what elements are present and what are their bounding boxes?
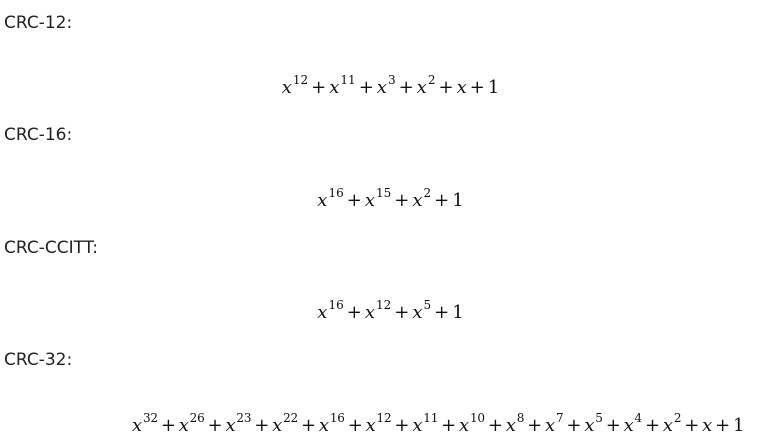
polynomial-term [505, 411, 525, 436]
crc-32-label: CRC-32: [4, 350, 73, 370]
crc-ccitt-label: CRC-CCITT: [4, 238, 98, 258]
plus-operator: + [398, 77, 414, 98]
polynomial-term [317, 186, 344, 211]
term-base: x [459, 415, 469, 436]
polynomial-term [488, 77, 499, 98]
polynomial-term [329, 73, 356, 98]
term-base: x [317, 190, 328, 211]
polynomial-term [584, 411, 603, 436]
term-exponent: 16 [329, 411, 345, 425]
term-base: x [662, 415, 673, 436]
plus-operator: + [566, 415, 582, 436]
plus-operator: + [254, 415, 270, 436]
term-base: x [318, 415, 329, 436]
term-base: x [281, 77, 292, 98]
polynomial-term [272, 411, 298, 436]
polynomial-term [702, 415, 712, 436]
plus-operator: + [441, 415, 457, 436]
polynomial-term [452, 302, 463, 323]
crc-16-label: CRC-16: [4, 125, 73, 145]
plus-operator: + [346, 302, 362, 323]
term-base: x [702, 415, 713, 436]
plus-operator: + [311, 77, 327, 98]
polynomial-term [364, 186, 392, 211]
term-exponent: 11 [340, 73, 356, 87]
term-base: x [584, 415, 595, 436]
term-exponent: 12 [292, 73, 309, 87]
term-base: x [132, 415, 142, 436]
term-base: x [505, 415, 516, 436]
polynomial-term [623, 411, 642, 436]
term-base: 1 [733, 415, 745, 436]
plus-operator: + [394, 302, 410, 323]
term-exponent: 12 [375, 298, 392, 312]
polynomial-term [452, 190, 463, 211]
plus-operator: + [434, 190, 450, 211]
term-base: x [412, 302, 423, 323]
polynomial-term [376, 73, 396, 98]
term-exponent: 16 [328, 298, 344, 312]
crc-ccitt-polynomial [0, 298, 781, 325]
plus-operator: + [715, 415, 730, 436]
polynomial-term [457, 77, 467, 98]
term-exponent: 11 [423, 411, 439, 425]
term-exponent: 10 [469, 411, 485, 425]
term-exponent: 8 [516, 411, 525, 425]
plus-operator: + [438, 77, 454, 98]
plus-operator: + [160, 415, 176, 436]
plus-operator: + [300, 415, 316, 436]
term-base: x [623, 415, 634, 436]
term-base: x [225, 415, 236, 436]
polynomial-term [412, 298, 432, 323]
term-exponent: 3 [387, 73, 396, 87]
term-base: x [416, 77, 427, 98]
plus-operator: + [394, 415, 410, 436]
term-base: 1 [487, 77, 500, 98]
term-base: x [412, 190, 423, 211]
polynomial-term [365, 411, 392, 436]
term-exponent: 4 [634, 411, 642, 425]
term-exponent: 16 [328, 186, 344, 200]
term-base: x [178, 415, 189, 436]
term-base: x [365, 415, 376, 436]
term-exponent: 23 [236, 411, 252, 425]
term-base: x [317, 302, 328, 323]
plus-operator: + [394, 190, 410, 211]
term-exponent: 2 [427, 73, 436, 87]
polynomial-term [178, 411, 205, 436]
plus-operator: + [469, 77, 485, 98]
term-exponent: 32 [142, 411, 158, 425]
term-exponent: 7 [555, 411, 564, 425]
plus-operator: + [207, 415, 223, 436]
polynomial-term [416, 73, 436, 98]
plus-operator: + [605, 415, 621, 436]
term-base: x [364, 190, 375, 211]
plus-operator: + [358, 77, 374, 98]
term-exponent: 26 [189, 411, 205, 425]
polynomial-term [318, 411, 345, 436]
crc-16-polynomial [0, 186, 781, 213]
term-base: x [456, 77, 467, 98]
term-exponent: 2 [423, 186, 432, 200]
plus-operator: + [346, 190, 362, 211]
term-base: x [376, 77, 387, 98]
polynomial-term [281, 73, 309, 98]
plus-operator: + [644, 415, 660, 436]
term-base: x [412, 415, 423, 436]
polynomial-term [132, 411, 158, 436]
polynomial-term [364, 298, 392, 323]
term-base: 1 [452, 302, 464, 323]
polynomial-term [545, 411, 564, 436]
term-exponent: 12 [376, 411, 392, 425]
term-base: 1 [452, 190, 464, 211]
crc-32-polynomial [132, 411, 772, 438]
term-exponent: 15 [375, 186, 392, 200]
term-base: x [545, 415, 555, 436]
crc-12-polynomial [0, 73, 781, 100]
plus-operator: + [487, 415, 503, 436]
plus-operator: + [684, 415, 700, 436]
term-base: x [272, 415, 283, 436]
polynomial-term [225, 411, 252, 436]
term-base: x [364, 302, 375, 323]
polynomial-term [317, 298, 344, 323]
term-base: x [329, 77, 340, 98]
plus-operator: + [347, 415, 363, 436]
term-exponent: 5 [595, 411, 603, 425]
plus-operator: + [527, 415, 543, 436]
polynomial-term [412, 186, 432, 211]
crc-12-label: CRC-12: [4, 13, 73, 33]
polynomial-term [459, 411, 485, 436]
plus-operator: + [434, 302, 450, 323]
polynomial-term [662, 411, 682, 436]
term-exponent: 2 [673, 411, 682, 425]
polynomial-term [412, 411, 439, 436]
term-exponent: 22 [283, 411, 298, 425]
term-exponent: 5 [423, 298, 432, 312]
polynomial-term [733, 415, 744, 436]
